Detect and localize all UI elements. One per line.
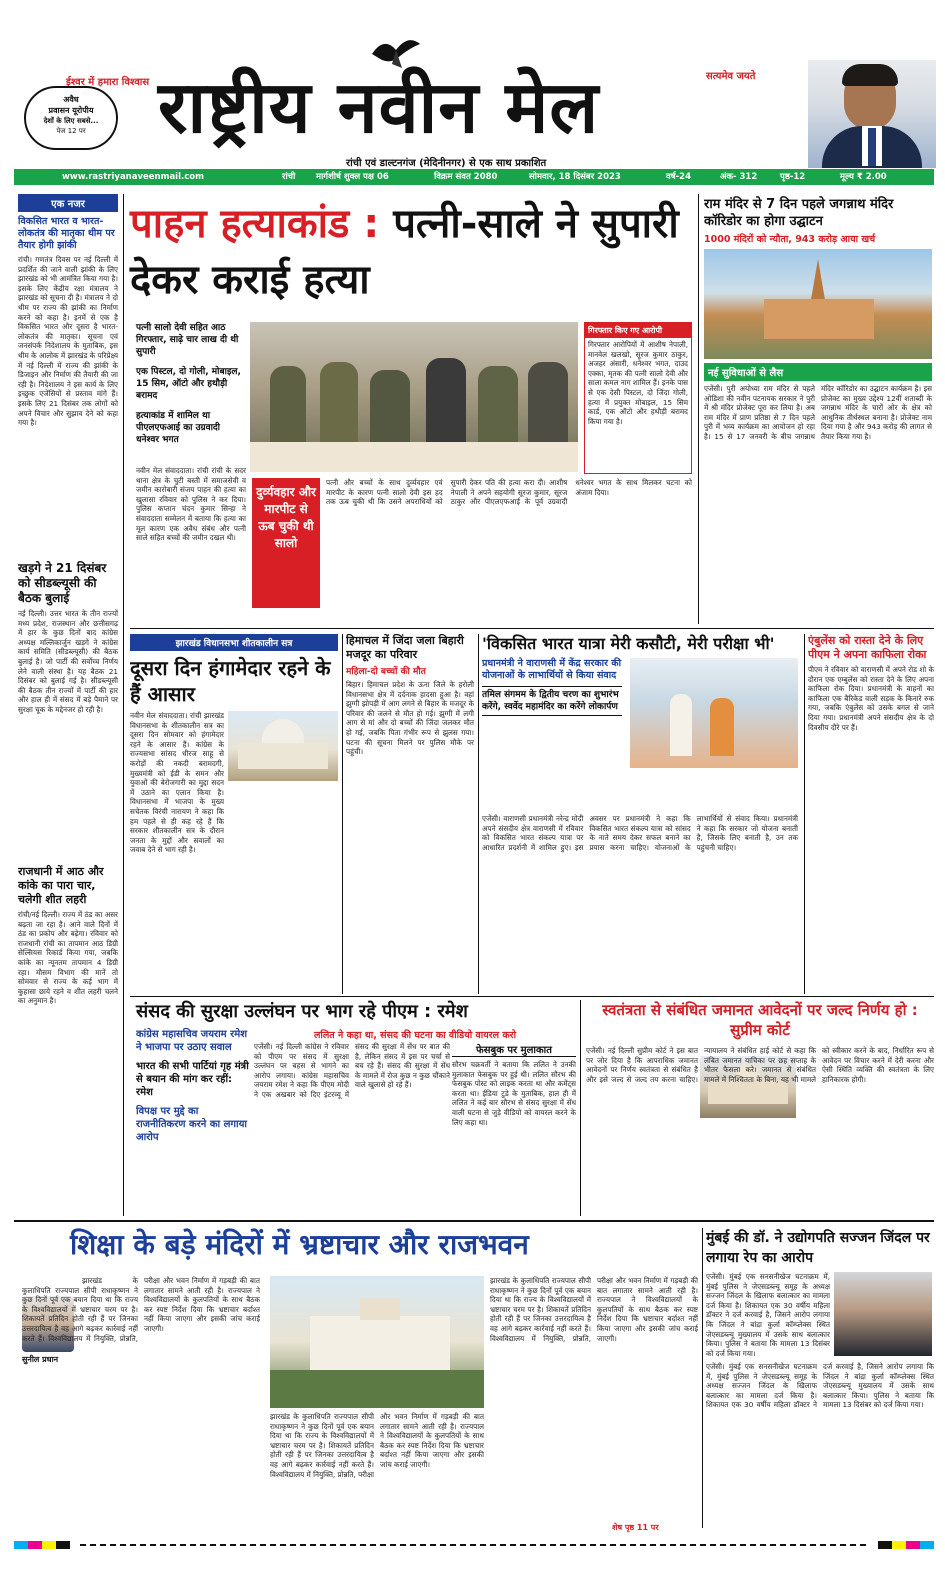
session-headline: दूसरा दिन हंगामेदार रहने के हैं आसार [130,656,331,706]
ear-line: पेज 12 पर [56,127,86,135]
mumbai-story [706,1228,934,1528]
lead-headline-red: पाहन हत्याकांड : [130,201,380,247]
facebook-body: सौरभ चक्रवर्ती ने बताया कि ललित ने उनकी मुलाकात फेसबुक पर हुई थी। ललित सौरभ की फेसबुक पोस्ट को लाइक करता था और कमेंट्स करता था। ईडिया टुडे के मुताबिक, हाल ही में ललित ने कई बार सौरभ से संसद सुरक्षा में सेंध वाली घटना से जुड़े वीडियो को वायरल करने के लिए कहा था। [452,1060,576,1127]
mumbai-body-2: एजेंसी। मुंबई एक सनसनीखेज घटनाक्रम में, मुंबई पुलिस ने जेएसडब्ल्यू समूह के अध्यक्ष सज्जन जिंदल के खिलाफ बलात्कार का मामला दर्ज किया है। शिकायत एक 30 वर्षीय महिला डॉक्टर ने दर्ज करवाई है, जिसने आरोप लगाया कि जिंदल ने बांद्रा कुर्ला कॉम्प्लेक्स स्थित जेएसडब्ल्यू मुख्यालय में उसके साथ बलात्कार किया। पुलिस ने बताया कि मामला 13 दिसंबर को दर्ज किया गया। [706,1362,934,1410]
lead-headline-rest: पत्नी-साले ने सुपारी देकर कराई हत्या [130,201,679,303]
ear-line: देशों के लिए सबसे... [43,117,99,125]
callout-text: दुर्व्यवहार और मारपीट से ऊब चुकी थी सालो [256,485,316,550]
education-body-3: झारखंड के कुलाधिपति राज्यपाल सीपी राधाकृष्णन ने कुछ दिनों पूर्व एक बयान दिया था कि राज्य के विश्वविद्यालयों में भ्रष्टाचार चरम पर है। शिकायतें प्रतिदिन होती रही हैं पर जिनका उत्तरदायित्व है वह आगे बढ़कर कार्रवाई नहीं करते हैं। विश्वविद्यालय में नियुक्ति, प्रोन्नति, परीक्षा और भवन निर्माण में गड़बड़ी की बात लगातार सामने आती रही है। राज्यपाल ने विश्वविद्यालयों के कुलपतियों के साथ बैठक कर स्पष्ट निर्देश दिया कि भ्रष्टाचार बर्दाश्त नहीं किया जाएगा और इसकी जांच कराई जाएगी। [490,1276,698,1343]
section-rule [130,628,934,629]
parliament-side [136,1028,250,1216]
education-headline: शिक्षा के बड़े मंदिरों में भ्रष्टाचार और राजभवन [70,1228,529,1261]
dateline-price: मूल्य ₹ 2.00 [840,172,887,182]
dateline-hindu-date: मार्गशीर्ष शुक्ल पक्ष 06 [316,172,389,182]
registration-bar [14,1538,934,1552]
story-body: रांची/नई दिल्ली। राज्य में ठंड का असर बढ़ता जा रहा है। आने वाले दिनों में ठंड का प्रकोप और बढ़ेगा। रविवार को राजधानी रांची का तापमान आठ डिग्री सेल्सियस रिकार्ड किया गया, जबकि कांके का न्यूनतम तापमान 4 डिग्री रहा। मौसम विभाग की मानें तो सोमवार से राज्य के कई भाग में कुहासा छाये रहने व शीत लहरी चलने का अनुमान है। [18,910,118,1006]
yatra-headline: 'विकसित भारत यात्रा मेरी कसौटी, मेरी परीक्षा भी' [482,634,775,653]
dateline-samvat: विक्रम संवत 2080 [434,172,498,182]
arrested-body: गिरफ्तार आरोपियों में आशीष नेपाली, मानवेल खलखो, सूरज कुमार ठाकुर, अजहर अंसारी, धनेश्वर भगत, दाउद एक्का, मृतक की पत्नी सालो देवी और साला कमल नाग शामिल हैं। इनके पास से एक देसी पिस्टल, दो जिंदा गोली, हत्या में प्रयुक्त मोबाइल, 15 सिम कार्ड, एक ऑटो और हथौड़ी बरामद किया गया है। [588,340,688,426]
dateline-bar [14,169,934,185]
press-conference-photo [250,322,578,472]
ram-mandir-story [704,196,932,626]
column-divider [123,194,124,1216]
facebook-head: फेसबुक पर मुलाकात [452,1042,576,1057]
column-divider [580,1000,581,1216]
column-divider [702,1228,703,1528]
lead-subhead: पत्नी सालो देवी सहित आठ गिरफ्तार, साढ़े चार लाख दी थी सुपारी [136,323,239,357]
website-link[interactable]: www.rastriyanaveenmail.com [62,172,204,182]
ambulance-body: पीएम ने रविवार को वाराणसी में अपने रोड शो के दौरान एक एम्बुलेंस को रास्ता देने के लिए अपना काफिला रोक दिया। प्रधानमंत्री के वाहनों का काफिला एक बैरिकेड वाली सड़क के किनारे रुक गया, जबकि एंबुलेंस को उसके बगल से जाने दिया गया। प्रधानमंत्री अपने संसदीय क्षेत्र के दो दिवसीय दौरे पर हैं। [808,665,934,732]
dateline-pages: पृष्ठ-12 [780,172,806,182]
session-body: नवीन मेल संवाददाता। रांची झारखंड विधानसभा के शीतकालीन सत्र का दूसरा दिन सोमवार को हंगामेदार रहने के आसार हैं। कांग्रेस के राज्यसभा सांसद धीरज साहू से करोड़ों की नकदी बरामदगी, मुख्यमंत्री को ईडी के समन और युवाओं की बेरोजगारी का मुद्दा सदन में उठाने का एलान किया है। विधानसभा में भाजपा के मुख्य सचेतक विरंची नारायण ने कहा कि हम पहले से ही कह रहे हैं कि सरकार शीतकालीन सत्र के दौरान जनता के मुद्दों और सवालों का जवाब देने से भाग रही है। [130,711,224,855]
tagline-left: ईश्वर में हमारा विश्वास [66,77,150,88]
session-tag: झारखंड विधानसभा शीतकालीन सत्र [130,634,338,651]
yatra-body: एजेंसी। वाराणसी प्रधानमंत्री नरेन्द्र मोदी अपने संसदीय क्षेत्र वाराणसी में रविवार को विकसित भारत संकल्प यात्रा पर आधारित प्रदर्शनी में शामिल हुए। इस अवसर पर प्रधानमंत्री ने कहा कि विकसित भारत संकल्प यात्रा को सांसद के नाते समय देकर सफल बनाने का प्रयास करना चाहिए। योजनाओं के लाभार्थियों से संवाद किया। प्रधानमंत्री ने कहा कि सरकार जो योजना बनाती है, जिसके लिए बनाती है, उन तक पहुंचनी चाहिए। [482,814,798,852]
ram-headline: राम मंदिर से 7 दिन पहले जगन्नाथ मंदिर कॉरिडोर का होगा उद्घाटन [704,197,894,229]
arrested-label: गिरफ्तार किए गए आरोपी [585,323,691,338]
rajbhavan-photo [270,1276,484,1408]
story-title: खड़गे ने 21 दिसंबर को सीडब्ल्यूसी की बैठक बुलाई [18,561,107,605]
section-rule [14,1220,934,1222]
temple-corridor-photo [704,249,932,359]
ram-label: नई सुविधाओं से लैस [704,363,932,381]
dateline-city: रांची [282,172,296,182]
story-body: नई दिल्ली। उत्तर भारत के तीन राज्यों मध्य प्रदेश, राजस्थान और छत्तीसगढ़ में हार के कुछ दिनों बाद कांग्रेस अध्यक्ष मल्लिकार्जुन खड़गे ने कांग्रेस कार्य समिति (सीडब्ल्यूसी) की बैठक बुलाई है। जो पार्टी की सर्वोच्च निर्णय लेने वाली संस्था है। यह बैठक 21 दिसंबर को बुलाई गई है। सीडब्ल्यूसी की बैठक तीन राज्यों में पार्टी की हार और हाल ही में संसद में बड़े पैमाने पर सुरक्षा चूक के मद्देनजर हो रही है। [18,609,118,714]
parliament-kicker: ललित ने कहा था, संसद की घटना का वीडियो वायरल करो [313,1030,517,1041]
yatra-sub1: प्रधानमंत्री ने वाराणसी में केंद्र सरकार की योजनाओं के लाभार्थियों से किया संवाद [482,658,622,681]
dateline-issue: अंक- 312 [720,172,758,182]
parliament-subhead: विपक्ष पर मुद्दे का राजनीतिकरण करने का लगाया आरोप [136,1106,247,1143]
himachal-story [346,634,474,994]
motto-right: सत्यमेव जयते [706,71,756,82]
ambulance-story [808,634,934,994]
lead-subhead: एक पिस्टल, दो गोली, मोबाइल, 15 सिम, ऑटो और हथौड़ी बरामद [136,367,241,401]
himachal-body: बिहार। हिमाचल प्रदेश के ऊना जिले के हरोली विधानसभा क्षेत्र में दर्दनाक हादसा हुआ है। वहां झुग्गी झोपड़ी में आग लगने से बिहार के मजदूर के परिवार की जलने से मौत हो गई। झुग्गी में लगी आग से मां और दो बच्चों की जिंदा जलकर मौत हो गई, जबकि पिता गंभीर रूप से झुलस गया। घटना की सूचना मिलने पर पुलिस मौके पर पहुंची। [346,680,474,757]
mumbai-body: एजेंसी। मुंबई एक सनसनीखेज घटनाक्रम में, मुंबई पुलिस ने जेएसडब्ल्यू समूह के अध्यक्ष सज्जन जिंदल के खिलाफ बलात्कार का मामला दर्ज किया है। शिकायत एक 30 वर्षीय महिला डॉक्टर ने दर्ज करवाई है, जिसने आरोप लगाया कि जिंदल ने बांद्रा कुर्ला कॉम्प्लेक्स स्थित जेएसडब्ल्यू मुख्यालय में उसके साथ बलात्कार किया। पुलिस ने बताया कि मामला 13 दिसंबर को दर्ज किया गया। [706,1272,830,1358]
education-body-2: झारखंड के कुलाधिपति राज्यपाल सीपी राधाकृष्णन ने कुछ दिनों पूर्व एक बयान दिया था कि राज्य के विश्वविद्यालयों में भ्रष्टाचार चरम पर है। शिकायतें प्रतिदिन होती रही हैं पर जिनका उत्तरदायित्व है वह आगे बढ़कर कार्रवाई नहीं करते हैं। विश्वविद्यालय में नियुक्ति, प्रोन्नति, परीक्षा और भवन निर्माण में गड़बड़ी की बात लगातार सामने आती रही है। राज्यपाल ने विश्वविद्यालयों के कुलपतियों के साथ बैठक कर स्पष्ट निर्देश दिया कि भ्रष्टाचार बर्दाश्त नहीं किया जाएगा और इसकी जांच कराई जाएगी। [270,1412,484,1479]
education-body: झारखंड के कुलाधिपति राज्यपाल सीपी राधाकृष्णन ने कुछ दिनों पूर्व एक बयान दिया था कि राज्य के विश्वविद्यालयों में भ्रष्टाचार चरम पर है। शिकायतें प्रतिदिन होती रही हैं पर जिनका उत्तरदायित्व है वह आगे बढ़कर कार्रवाई नहीं करते हैं। विश्वविद्यालय में नियुक्ति, प्रोन्नति, परीक्षा और भवन निर्माण में गड़बड़ी की बात लगातार सामने आती रही है। राज्यपाल ने विश्वविद्यालयों के कुलपतियों के साथ बैठक कर स्पष्ट निर्देश दिया कि भ्रष्टाचार बर्दाश्त नहीं किया जाएगा और इसकी जांच कराई जाएगी। [22,1276,260,1343]
jindal-photo [834,1272,932,1356]
lead-body: नवीन मेल संवाददाता। रांची रांची के सदर थाना क्षेत्र के चुटी बस्ती में समाजसेवी व जमीन कारोबारी संजय पाहन की हत्या का खुलासा रविवार को पुलिस ने कर दिया। पुलिस कप्तान चंदन कुमार सिन्हा ने संवाददाता सम्मेलन में बताया कि हत्या का मूल कारण एक अवैध संबंध और पत्नी साले सहित बच्चों की जमीन दखल थी। [136,466,246,543]
himachal-headline: हिमाचल में जिंदा जला बिहारी मजदूर का परिवार [346,634,464,661]
dateline-date: सोमवार, 18 दिसंबर 2023 [529,172,621,182]
ear-line: अवैध [63,95,79,104]
parliament-headline: संसद की सुरक्षा उल्लंघन पर भाग रहे पीएम : रमेश [136,1001,468,1022]
lead-subhead: हत्याकांड में शामिल था पीएलएफआई का उग्रवादी धनेश्वर भगत [136,411,221,445]
ear-line: प्रवासन यूरोपीय [48,106,94,115]
ram-body: एजेंसी। पुरी अयोध्या राम मंदिर से पहले ओडिशा की नवीन पटनायक सरकार ने पुरी में श्री मंदिर प्रोजेक्ट पूरा कर लिया है। अब राम मंदिर में प्राण प्रतिष्ठा से 7 दिन पहले पुरी में भव्य कार्यक्रम का आयोजन हो रहा है। 15 से 17 जनवरी के बीच जगन्नाथ मंदिर कॉरिडोर का उद्घाटन कार्यक्रम है। इस प्रोजेक्ट का मुख्य उद्देश्य 12वीं शताब्दी के जगन्नाथ मंदिर के चारों ओर के क्षेत्र को आधुनिक तीर्थस्थल बनाना है। प्रोजेक्ट नाम दिया गया है और 943 करोड़ की लागत से तैयार किया गया है। [704,384,932,441]
story-title: राजधानी में आठ और कांके का पारा चार, चलेगी शीत लहरी [18,865,104,906]
column-label: एक नजर [18,194,118,212]
ram-subhead: 1000 मंदिरों को न्यौता, 943 करोड़ आया खर्च [704,234,876,245]
section-rule [130,996,934,997]
lead-headline [130,196,696,316]
sc-body: एजेंसी। नई दिल्ली सुप्रीम कोर्ट ने इस बात पर जोर दिया है कि आपराधिक जमानत आवेदनों पर निर्णय स्वतंत्रता से संबंधित है और इसे जल्द से जल्द तय करना चाहिए। न्यायालय ने संबंधित हाई कोर्ट से कहा कि लंबित जमानत याचिका पर छह सप्ताह के भीतर फैसला करे। जमानत से संबंधित मामले में निश्चितता के बिना, यह भी मामले को स्वीकार करने के बाद, निर्धारित रूप से आवेदन पर विचार करने में देरी करना और ऐसी स्थिति व्यक्ति की स्वतंत्रता के लिए हानिकारक होगी। [586,1046,934,1084]
column-divider [342,634,343,994]
story-title: विकसित भारत व भारत-लोकतंत्र की मातृका थीम पर तैयार होगी झांकी [18,216,115,251]
mumbai-headline: मुंबई की डॉ. ने उद्योगपति सज्जन जिंदल पर लगाया रेप का आरोप [706,1230,930,1266]
pm-exhibition-photo [630,658,798,768]
arrested-box [584,322,692,474]
lead-body-2: पत्नी और बच्चों के साथ दुर्व्यवहार एवं मारपीट के कारण पत्नी सालो देवी इस हद तक ऊब चुकी थी कि उसने अपराधियों को सुपारी देकर पति की हत्या करा दी। आशीष नेपाली ने अपने सहयोगी सूरज कुमार, सूरज ठाकुर और पीएलएफआई के पूर्व उग्रवादी धनेश्वर भगत के साथ मिलकर घटना को अंजाम दिया। [326,478,692,507]
assembly-building-photo [228,711,338,781]
yatra-sub2: तमिल संगमम के द्वितीय चरण का शुभारंभ करेंगे, स्वर्वेद महामंदिर का करेंगे लोकार्पण [482,686,622,716]
author-caption: सुनील प्रधान [22,1355,59,1364]
column-divider [698,194,699,624]
column-divider [804,634,805,994]
parliament-subhead: भारत की सभी पार्टियां गृह मंत्री से बयान की मांग कर रहीं: रमेश [136,1061,249,1098]
facebook-box [452,1042,576,1216]
parliament-subhead: कांग्रेस महासचिव जयराम रमेश ने भाजपा पर उठाए सवाल [136,1029,248,1053]
masthead-subtitle: रांची एवं डाल्टनगंज (मेदिनीनगर) से एक साथ प्रकाशित [346,158,547,169]
ambulance-headline: एंबुलेंस को रास्ता देने के लिए पीएम ने अपना काफिला रोका [808,634,927,661]
dateline-year: वर्ष-24 [666,172,691,182]
continued-label[interactable]: शेष पृष्ठ 11 पर [612,1523,659,1532]
story-body: रांची। गणतंत्र दिवस पर नई दिल्ली में प्रदर्शित की जाने वाली झांकी के लिए झारखंड को भी आमंत्रित किया गया है। इसके लिए केंद्रीय रक्षा मंत्रालय ने झारखंड को सूचना दी है। मंत्रालय ने दो थीम पर राज्य की झांकी का निर्माण करने को कहा है। इनमें से एक है विकसित भारत और दूसरा है भारत-लोकतंत्र की मातृका। सूचना एवं जनसंपर्क निदेशालय के मुताबिक, इस थीम के आलोक में झारखंड के परिप्रेक्ष्य में नई दिल्ली में राज्य की झांकी के डिजाइन और निर्माण की तैयारी की जा रही है। निदेशालय ने इस कार्य के लिए इच्छुक एजेंसियों से प्रस्ताव मांगे हैं। इसके लिए 21 दिसंबर तक लोगों को अपने विचार और सुझाव देने को कहा गया है। [18,255,118,428]
column-divider [478,634,479,994]
lead-subheads [136,322,246,460]
lead-callout [252,478,320,608]
portrait [808,60,936,168]
left-column [18,194,118,1218]
ear-box [24,86,118,150]
pm-yatra-story [482,634,800,994]
masthead-title: राष्ट्रीय नवीन मेल [158,64,600,149]
winter-session-story [130,634,338,994]
parliament-body: एजेंसी। नई दिल्ली कांग्रेस ने रविवार को पीएम पर संसद में सुरक्षा उल्लंघन पर बहस से भागने का आरोप लगाया। कांग्रेस महासचिव जयराम रमेश ने कहा कि पीएम मोदी ने एक अखबार को दिए इंटरव्यू में संसद की सुरक्षा में सेंध पर बात की है, लेकिन संसद में इस पर चर्चा से बच रहे हैं। संसद की सुरक्षा में सेंध के मामले में रोज कुछ न कुछ चौंकाने वाले खुलासे हो रहे हैं। [254,1042,450,1099]
masthead [0,0,945,168]
sc-headline: स्वतंत्रता से संबंधित जमानत आवेदनों पर जल्द निर्णय हो : सुप्रीम कोर्ट [602,1001,918,1039]
supreme-court-story [586,1000,934,1216]
himachal-sub: महिला-दो बच्चों की मौत [346,667,426,677]
